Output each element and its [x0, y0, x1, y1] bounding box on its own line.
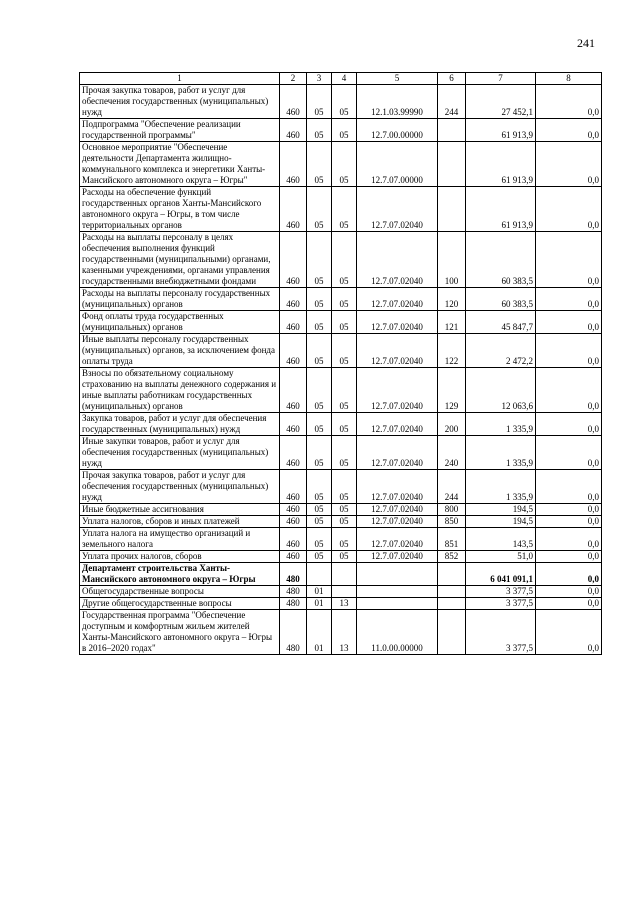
amount-cell: 45 847,7	[466, 311, 536, 334]
amount-cell: 143,5	[466, 528, 536, 551]
table-row	[80, 232, 602, 288]
column-header: 2	[280, 73, 307, 85]
item-name-cell: Государственная программа "Обеспечение доступным и комфортным жильем жителей Ханты-Мансийского автономного округа – Югры в 2016–2020 годах"	[80, 610, 280, 655]
section-code-cell: 05	[307, 413, 332, 436]
amount-secondary-cell: 0,0	[536, 368, 602, 413]
page-number: 241	[577, 36, 595, 50]
amount-secondary-cell: 0,0	[536, 142, 602, 187]
target-article-code-cell: 12.7.07.02040	[357, 368, 438, 413]
target-article-code-cell	[357, 598, 438, 610]
table-row	[80, 288, 602, 311]
target-article-code-cell: 12.7.07.02040	[357, 516, 438, 528]
target-article-code-cell: 12.7.07.02040	[357, 551, 438, 563]
ministry-code-cell: 460	[280, 528, 307, 551]
table-row	[80, 470, 602, 504]
amount-secondary-cell: 0,0	[536, 586, 602, 598]
amount-secondary-cell: 0,0	[536, 311, 602, 334]
section-code-cell: 05	[307, 470, 332, 504]
amount-cell: 27 452,1	[466, 85, 536, 119]
amount-secondary-cell: 0,0	[536, 413, 602, 436]
target-article-code-cell: 12.7.07.00000	[357, 142, 438, 187]
amount-cell: 60 383,5	[466, 232, 536, 288]
item-name-cell: Прочая закупка товаров, работ и услуг для обеспечения государственных (муниципальных) нужд	[80, 85, 280, 119]
amount-secondary-cell: 0,0	[536, 470, 602, 504]
amount-cell: 61 913,9	[466, 187, 536, 232]
expense-type-code-cell	[438, 586, 466, 598]
expense-type-code-cell	[438, 142, 466, 187]
item-name-cell: Иные закупки товаров, работ и услуг для обеспечения государственных (муниципальных) нужд	[80, 436, 280, 470]
amount-cell: 1 335,9	[466, 413, 536, 436]
amount-secondary-cell: 0,0	[536, 598, 602, 610]
target-article-code-cell: 12.7.00.00000	[357, 119, 438, 142]
table-row	[80, 187, 602, 232]
item-name-cell: Департамент строительства Ханты-Мансийского автономного округа – Югры	[80, 563, 280, 586]
table-row	[80, 586, 602, 598]
table-row	[80, 528, 602, 551]
amount-cell: 194,5	[466, 516, 536, 528]
amount-secondary-cell: 0,0	[536, 187, 602, 232]
section-code-cell: 01	[307, 598, 332, 610]
expense-type-code-cell: 200	[438, 413, 466, 436]
amount-cell: 3 377,5	[466, 610, 536, 655]
subsection-code-cell	[332, 586, 357, 598]
subsection-code-cell: 05	[332, 516, 357, 528]
section-code-cell: 05	[307, 368, 332, 413]
item-name-cell: Уплата налогов, сборов и иных платежей	[80, 516, 280, 528]
section-code-cell: 01	[307, 610, 332, 655]
amount-secondary-cell: 0,0	[536, 436, 602, 470]
column-header: 6	[438, 73, 466, 85]
ministry-code-cell: 460	[280, 504, 307, 516]
amount-cell: 6 041 091,1	[466, 563, 536, 586]
amount-secondary-cell: 0,0	[536, 610, 602, 655]
target-article-code-cell: 12.7.07.02040	[357, 436, 438, 470]
expense-type-code-cell	[438, 119, 466, 142]
subsection-code-cell: 05	[332, 368, 357, 413]
budget-table	[79, 72, 602, 655]
subsection-code-cell: 05	[332, 334, 357, 368]
item-name-cell: Закупка товаров, работ и услуг для обеспечения государственных (муниципальных) нужд	[80, 413, 280, 436]
ministry-code-cell: 460	[280, 551, 307, 563]
target-article-code-cell: 12.7.07.02040	[357, 413, 438, 436]
section-code-cell: 05	[307, 85, 332, 119]
section-code-cell: 05	[307, 119, 332, 142]
target-article-code-cell: 12.7.07.02040	[357, 187, 438, 232]
subsection-code-cell	[332, 563, 357, 586]
subsection-code-cell: 05	[332, 470, 357, 504]
amount-secondary-cell: 0,0	[536, 232, 602, 288]
subsection-code-cell: 05	[332, 232, 357, 288]
table-row	[80, 436, 602, 470]
section-code-cell: 05	[307, 516, 332, 528]
amount-secondary-cell: 0,0	[536, 516, 602, 528]
table-row	[80, 85, 602, 119]
column-header: 1	[80, 73, 280, 85]
target-article-code-cell	[357, 563, 438, 586]
ministry-code-cell: 460	[280, 288, 307, 311]
expense-type-code-cell: 850	[438, 516, 466, 528]
item-name-cell: Фонд оплаты труда государственных (муниципальных) органов	[80, 311, 280, 334]
target-article-code-cell: 12.1.03.99990	[357, 85, 438, 119]
amount-cell: 61 913,9	[466, 119, 536, 142]
subsection-code-cell: 05	[332, 436, 357, 470]
subsection-code-cell: 05	[332, 551, 357, 563]
ministry-code-cell: 480	[280, 563, 307, 586]
table-row	[80, 551, 602, 563]
item-name-cell: Основное мероприятие "Обеспечение деятельности Департамента жилищно-коммунального комплекса и энергетики Ханты-Мансийского автономного округа – Югры"	[80, 142, 280, 187]
expense-type-code-cell: 120	[438, 288, 466, 311]
ministry-code-cell: 460	[280, 232, 307, 288]
expense-type-code-cell	[438, 598, 466, 610]
amount-secondary-cell: 0,0	[536, 85, 602, 119]
section-code-cell: 05	[307, 334, 332, 368]
item-name-cell: Иные выплаты персоналу государственных (муниципальных) органов, за исключением фонда оплаты труда	[80, 334, 280, 368]
amount-cell: 194,5	[466, 504, 536, 516]
section-code-cell: 01	[307, 586, 332, 598]
amount-secondary-cell: 0,0	[536, 528, 602, 551]
item-name-cell: Расходы на выплаты персоналу государственных (муниципальных) органов	[80, 288, 280, 311]
subsection-code-cell: 05	[332, 119, 357, 142]
target-article-code-cell: 12.7.07.02040	[357, 528, 438, 551]
ministry-code-cell: 460	[280, 516, 307, 528]
ministry-code-cell: 460	[280, 334, 307, 368]
section-code-cell	[307, 563, 332, 586]
amount-cell: 1 335,9	[466, 436, 536, 470]
subsection-code-cell: 05	[332, 187, 357, 232]
item-name-cell: Уплата налога на имущество организаций и земельного налога	[80, 528, 280, 551]
amount-cell: 2 472,2	[466, 334, 536, 368]
section-code-cell: 05	[307, 528, 332, 551]
ministry-code-cell: 460	[280, 413, 307, 436]
item-name-cell: Расходы на выплаты персоналу в целях обеспечения выполнения функций государственными (муниципальными) органами, казенными учреждениями, органами управления государственными внебюджетными фондами	[80, 232, 280, 288]
amount-secondary-cell: 0,0	[536, 119, 602, 142]
target-article-code-cell: 12.7.07.02040	[357, 334, 438, 368]
ministry-code-cell: 460	[280, 85, 307, 119]
subsection-code-cell: 13	[332, 610, 357, 655]
section-code-cell: 05	[307, 142, 332, 187]
ministry-code-cell: 480	[280, 586, 307, 598]
ministry-code-cell: 480	[280, 598, 307, 610]
table-row	[80, 413, 602, 436]
subsection-code-cell: 13	[332, 598, 357, 610]
ministry-code-cell: 460	[280, 470, 307, 504]
column-header: 5	[357, 73, 438, 85]
target-article-code-cell	[357, 586, 438, 598]
amount-cell: 3 377,5	[466, 598, 536, 610]
subsection-code-cell: 05	[332, 528, 357, 551]
table-row	[80, 119, 602, 142]
item-name-cell: Взносы по обязательному социальному страхованию на выплаты денежного содержания и иные выплаты работникам государственных (муниципальных) органов	[80, 368, 280, 413]
expense-type-code-cell: 122	[438, 334, 466, 368]
subsection-code-cell: 05	[332, 413, 357, 436]
subsection-code-cell: 05	[332, 504, 357, 516]
expense-type-code-cell: 240	[438, 436, 466, 470]
expense-type-code-cell	[438, 610, 466, 655]
expense-type-code-cell: 129	[438, 368, 466, 413]
expense-type-code-cell: 851	[438, 528, 466, 551]
amount-cell: 51,0	[466, 551, 536, 563]
table-row	[80, 311, 602, 334]
table-row	[80, 334, 602, 368]
subsection-code-cell: 05	[332, 85, 357, 119]
section-code-cell: 05	[307, 311, 332, 334]
table-row	[80, 598, 602, 610]
column-header: 7	[466, 73, 536, 85]
amount-cell: 3 377,5	[466, 586, 536, 598]
ministry-code-cell: 460	[280, 187, 307, 232]
item-name-cell: Прочая закупка товаров, работ и услуг для обеспечения государственных (муниципальных) нужд	[80, 470, 280, 504]
amount-secondary-cell: 0,0	[536, 563, 602, 586]
table-header-row	[80, 73, 602, 85]
table-row	[80, 563, 602, 586]
amount-cell: 61 913,9	[466, 142, 536, 187]
column-header: 3	[307, 73, 332, 85]
target-article-code-cell: 12.7.07.02040	[357, 288, 438, 311]
ministry-code-cell: 460	[280, 119, 307, 142]
ministry-code-cell: 460	[280, 368, 307, 413]
subsection-code-cell: 05	[332, 288, 357, 311]
item-name-cell: Расходы на обеспечение функций государственных органов Ханты-Мансийского автономного округа – Югры, в том числе территориальных органов	[80, 187, 280, 232]
ministry-code-cell: 460	[280, 142, 307, 187]
section-code-cell: 05	[307, 504, 332, 516]
section-code-cell: 05	[307, 187, 332, 232]
expense-type-code-cell: 100	[438, 232, 466, 288]
table-row	[80, 368, 602, 413]
expense-type-code-cell	[438, 563, 466, 586]
expense-type-code-cell: 800	[438, 504, 466, 516]
table-body	[80, 85, 602, 655]
ministry-code-cell: 460	[280, 311, 307, 334]
target-article-code-cell: 12.7.07.02040	[357, 504, 438, 516]
expense-type-code-cell: 852	[438, 551, 466, 563]
item-name-cell: Общегосударственные вопросы	[80, 586, 280, 598]
subsection-code-cell: 05	[332, 142, 357, 187]
amount-cell: 12 063,6	[466, 368, 536, 413]
section-code-cell: 05	[307, 436, 332, 470]
target-article-code-cell: 12.7.07.02040	[357, 311, 438, 334]
amount-cell: 60 383,5	[466, 288, 536, 311]
ministry-code-cell: 480	[280, 610, 307, 655]
expense-type-code-cell: 244	[438, 85, 466, 119]
expense-type-code-cell: 244	[438, 470, 466, 504]
column-header: 4	[332, 73, 357, 85]
amount-secondary-cell: 0,0	[536, 288, 602, 311]
amount-secondary-cell: 0,0	[536, 334, 602, 368]
table-row	[80, 610, 602, 655]
target-article-code-cell: 12.7.07.02040	[357, 232, 438, 288]
section-code-cell: 05	[307, 232, 332, 288]
amount-secondary-cell: 0,0	[536, 551, 602, 563]
table-row	[80, 516, 602, 528]
item-name-cell: Уплата прочих налогов, сборов	[80, 551, 280, 563]
expense-type-code-cell	[438, 187, 466, 232]
target-article-code-cell: 12.7.07.02040	[357, 470, 438, 504]
table-row	[80, 504, 602, 516]
column-header: 8	[536, 73, 602, 85]
ministry-code-cell: 460	[280, 436, 307, 470]
amount-cell: 1 335,9	[466, 470, 536, 504]
item-name-cell: Другие общегосударственные вопросы	[80, 598, 280, 610]
section-code-cell: 05	[307, 551, 332, 563]
expense-type-code-cell: 121	[438, 311, 466, 334]
table-row	[80, 142, 602, 187]
item-name-cell: Подпрограмма "Обеспечение реализации государственной программы"	[80, 119, 280, 142]
amount-secondary-cell: 0,0	[536, 504, 602, 516]
section-code-cell: 05	[307, 288, 332, 311]
subsection-code-cell: 05	[332, 311, 357, 334]
target-article-code-cell: 11.0.00.00000	[357, 610, 438, 655]
item-name-cell: Иные бюджетные ассигнования	[80, 504, 280, 516]
